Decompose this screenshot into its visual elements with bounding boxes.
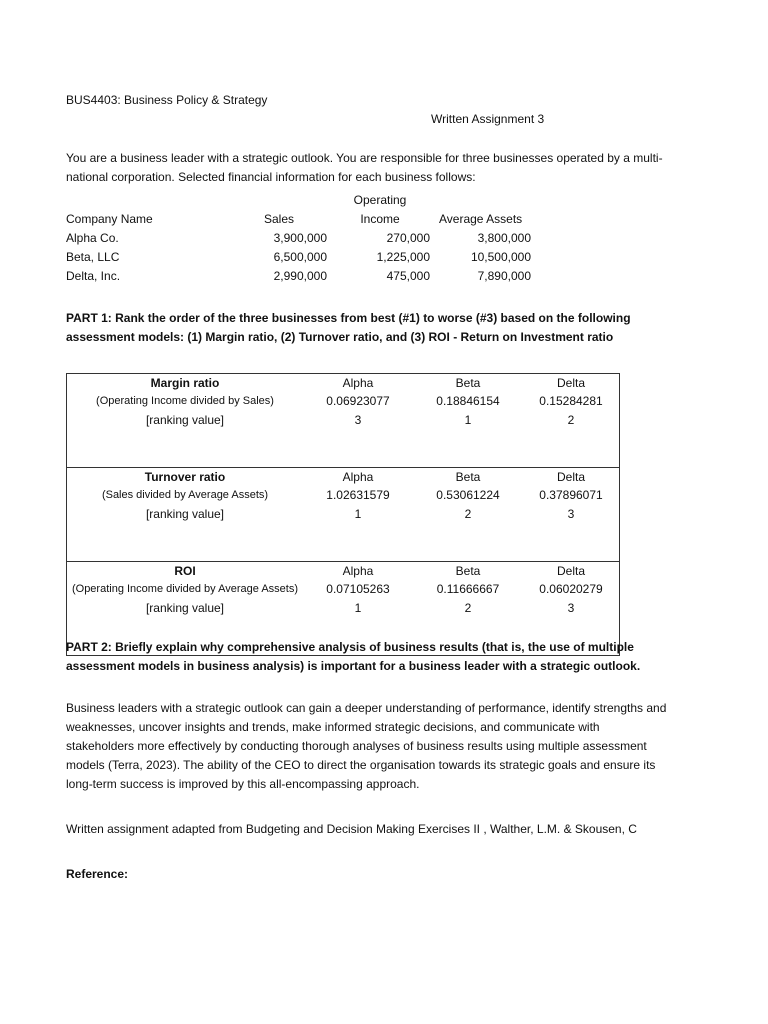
rank-value: 2	[567, 413, 575, 427]
assets-value: 3,800,000	[477, 231, 531, 245]
ratio-value: 0.11666667	[436, 582, 500, 596]
ranking-label: [ranking value]	[145, 413, 225, 427]
assignment-title: Written Assignment 3	[431, 112, 545, 126]
turnover-ratio-box	[66, 467, 620, 563]
rank-value: 2	[464, 601, 472, 615]
company-label: Beta	[455, 470, 481, 484]
sales-value: 6,500,000	[273, 250, 327, 264]
part2-question: PART 2: Briefly explain why comprehensive analysis of business results (that is, the use of multiple assessment models in business analysis) is important for a business leader with a strategic outlook.	[66, 640, 641, 673]
company-header: Company Name	[66, 212, 153, 226]
ratio-title: ROI	[174, 564, 196, 578]
income-value: 270,000	[386, 231, 430, 245]
table-row	[0, 229, 768, 248]
rank-value: 3	[567, 507, 575, 521]
assets-header: Average Assets	[439, 212, 523, 226]
ratio-value: 0.18846154	[436, 394, 500, 408]
ratio-value: 0.15284281	[539, 394, 603, 408]
ranking-label: [ranking value]	[145, 507, 225, 521]
ratio-formula: (Operating Income divided by Sales)	[96, 395, 274, 407]
company-label: Delta	[556, 376, 585, 390]
company-label: Delta	[556, 470, 585, 484]
table-row	[0, 248, 768, 267]
company-label: Alpha	[342, 376, 374, 390]
rank-value: 3	[567, 601, 575, 615]
company-label: Alpha	[342, 470, 374, 484]
sales-value: 2,990,000	[273, 269, 327, 283]
assets-value: 10,500,000	[470, 250, 531, 264]
rank-value: 1	[464, 413, 472, 427]
financial-header-row	[0, 210, 768, 229]
company-label: Alpha	[342, 564, 374, 578]
ratio-formula: (Sales divided by Average Assets)	[101, 489, 269, 501]
company-name: Beta, LLC	[66, 250, 120, 264]
company-label: Beta	[455, 376, 481, 390]
sales-header: Sales	[264, 212, 295, 226]
margin-ratio-box	[66, 373, 620, 469]
ratio-value: 0.06923077	[326, 394, 390, 408]
income-header-top: Operating	[353, 193, 407, 207]
rank-value: 1	[354, 507, 362, 521]
rank-value: 2	[464, 507, 472, 521]
reference-label: Reference:	[66, 867, 129, 881]
table-row	[0, 267, 768, 286]
assets-value: 7,890,000	[477, 269, 531, 283]
ratio-value: 0.07105263	[326, 582, 390, 596]
ratio-formula: (Operating Income divided by Average Assets)	[71, 583, 299, 595]
company-name: Alpha Co.	[66, 231, 119, 245]
company-label: Delta	[556, 564, 585, 578]
intro-paragraph: You are a business leader with a strategic outlook. You are responsible for three businesses operated by a multi-national corporation. Selected financial information for each business follows:	[66, 151, 663, 184]
income-value: 1,225,000	[376, 250, 430, 264]
adapted-note: Written assignment adapted from Budgeting and Decision Making Exercises II , Walther, L.M. & Skousen, C	[66, 822, 637, 836]
ranking-label: [ranking value]	[145, 601, 225, 615]
income-value: 475,000	[386, 269, 430, 283]
rank-value: 1	[354, 601, 362, 615]
company-label: Beta	[455, 564, 481, 578]
income-header-bottom: Income	[360, 212, 400, 226]
ratio-title: Turnover ratio	[144, 470, 226, 484]
ratio-value: 1.02631579	[326, 488, 390, 502]
ratio-value: 0.06020279	[539, 582, 603, 596]
sales-value: 3,900,000	[273, 231, 327, 245]
rank-value: 3	[354, 413, 362, 427]
ratio-value: 0.53061224	[436, 488, 500, 502]
part1-question: PART 1: Rank the order of the three businesses from best (#1) to worse (#3) based on the following assessment models: (1) Margin ratio, (2) Turnover ratio, and (3) ROI - Return on Investment ratio	[66, 311, 631, 344]
ratio-title: Margin ratio	[150, 376, 220, 390]
course-title: BUS4403: Business Policy & Strategy	[66, 93, 268, 107]
company-name: Delta, Inc.	[66, 269, 121, 283]
answer-paragraph: Business leaders with a strategic outlook can gain a deeper understanding of performance, identify strengths and weaknesses, uncover insights and trends, make informed strategic decisions, and communicate with stakeholders more effectively by conducting thorough analyses of business results using multiple assessment models (Terra, 2023). The ability of the CEO to direct the organisation towards its strategic goals and ensure its long-term success is improved by this all-encompassing approach.	[66, 701, 667, 791]
ratio-value: 0.37896071	[539, 488, 603, 502]
